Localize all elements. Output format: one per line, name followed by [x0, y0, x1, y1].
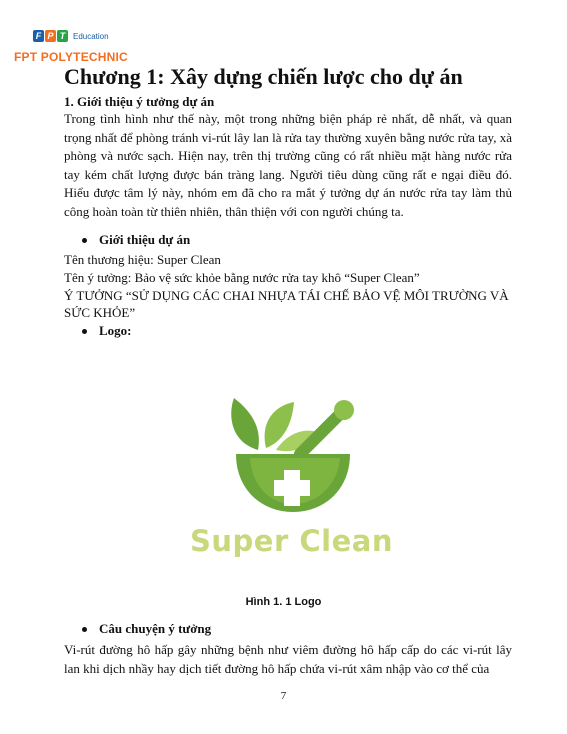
section-heading: 1. Giới thiệu ý tưởng dự án [64, 94, 215, 109]
idea-caps-line: Ý TƯỞNG “SỬ DỤNG CÁC CHAI NHỰA TÁI CHẾ BẢO VỆ MÔI TRƯỜNG VÀ SỨC KHỎE” [64, 288, 509, 320]
intro-paragraph: Trong tình hình như thế này, một trong những biện pháp rẻ nhất, dễ nhất, và quan trọng nhất để phòng tránh vi-rút lây lan là rửa tay thường xuyên bằng nước rửa tay, xà phòng và nước sạch. Hiện nay, trên thị trường cũng có rất nhiều mặt hàng nước rửa tay kém chất lượng được bán tràng lang. Người tiêu dùng cũng rất e ngại điều đó. Hiểu được tâm lý này, nhóm em đã cho ra mắt ý tưởng dự án nước rửa tay làm thủ công hoàn toàn từ thiên nhiên, thân thiện với con người chúng ta. [64, 111, 512, 219]
bullet-logo [82, 323, 132, 339]
leaf-left-icon [231, 398, 259, 450]
bullet-story-label: Câu chuyện ý tưởng [99, 621, 212, 636]
story-paragraph: Vi-rút đường hô hấp gây những bệnh như viêm đường hô hấp cấp do các vi-rút lây lan khi dịch nhầy hay dịch tiết đường hô hấp chứa vi-rút xâm nhập vào cơ thể của [64, 642, 512, 676]
page-number: 7 [280, 690, 287, 702]
pestle-head-icon [334, 400, 354, 420]
bullet-dot [82, 627, 87, 632]
bullet-logo-label: Logo: [99, 323, 132, 338]
figure-caption: Hình 1. 1 Logo [245, 596, 322, 608]
bullet-project-intro [82, 232, 190, 248]
education-label: Education [73, 31, 109, 41]
bullet-story [82, 621, 211, 637]
brand-name-line: Tên thương hiệu: Super Clean [64, 252, 221, 267]
bullet-dot [82, 238, 87, 243]
chapter-title: Chương 1: Xây dựng chiến lược cho dự án [64, 64, 463, 89]
fpt-education-logo [33, 26, 109, 46]
fpt-letter-t: T [57, 30, 68, 42]
logo-wordmark: Super Clean [190, 524, 393, 558]
fpt-letter-f: F [33, 30, 44, 42]
bullet-dot [82, 329, 87, 334]
fpt-polytechnic-label: FPT POLYTECHNIC [14, 50, 128, 64]
idea-name-line: Tên ý tưởng: Bảo vệ sức khỏe bằng nước rửa tay khô “Super Clean” [64, 270, 420, 285]
fpt-letter-p: P [45, 30, 56, 42]
bullet-project-intro-label: Giới thiệu dự án [99, 232, 191, 247]
